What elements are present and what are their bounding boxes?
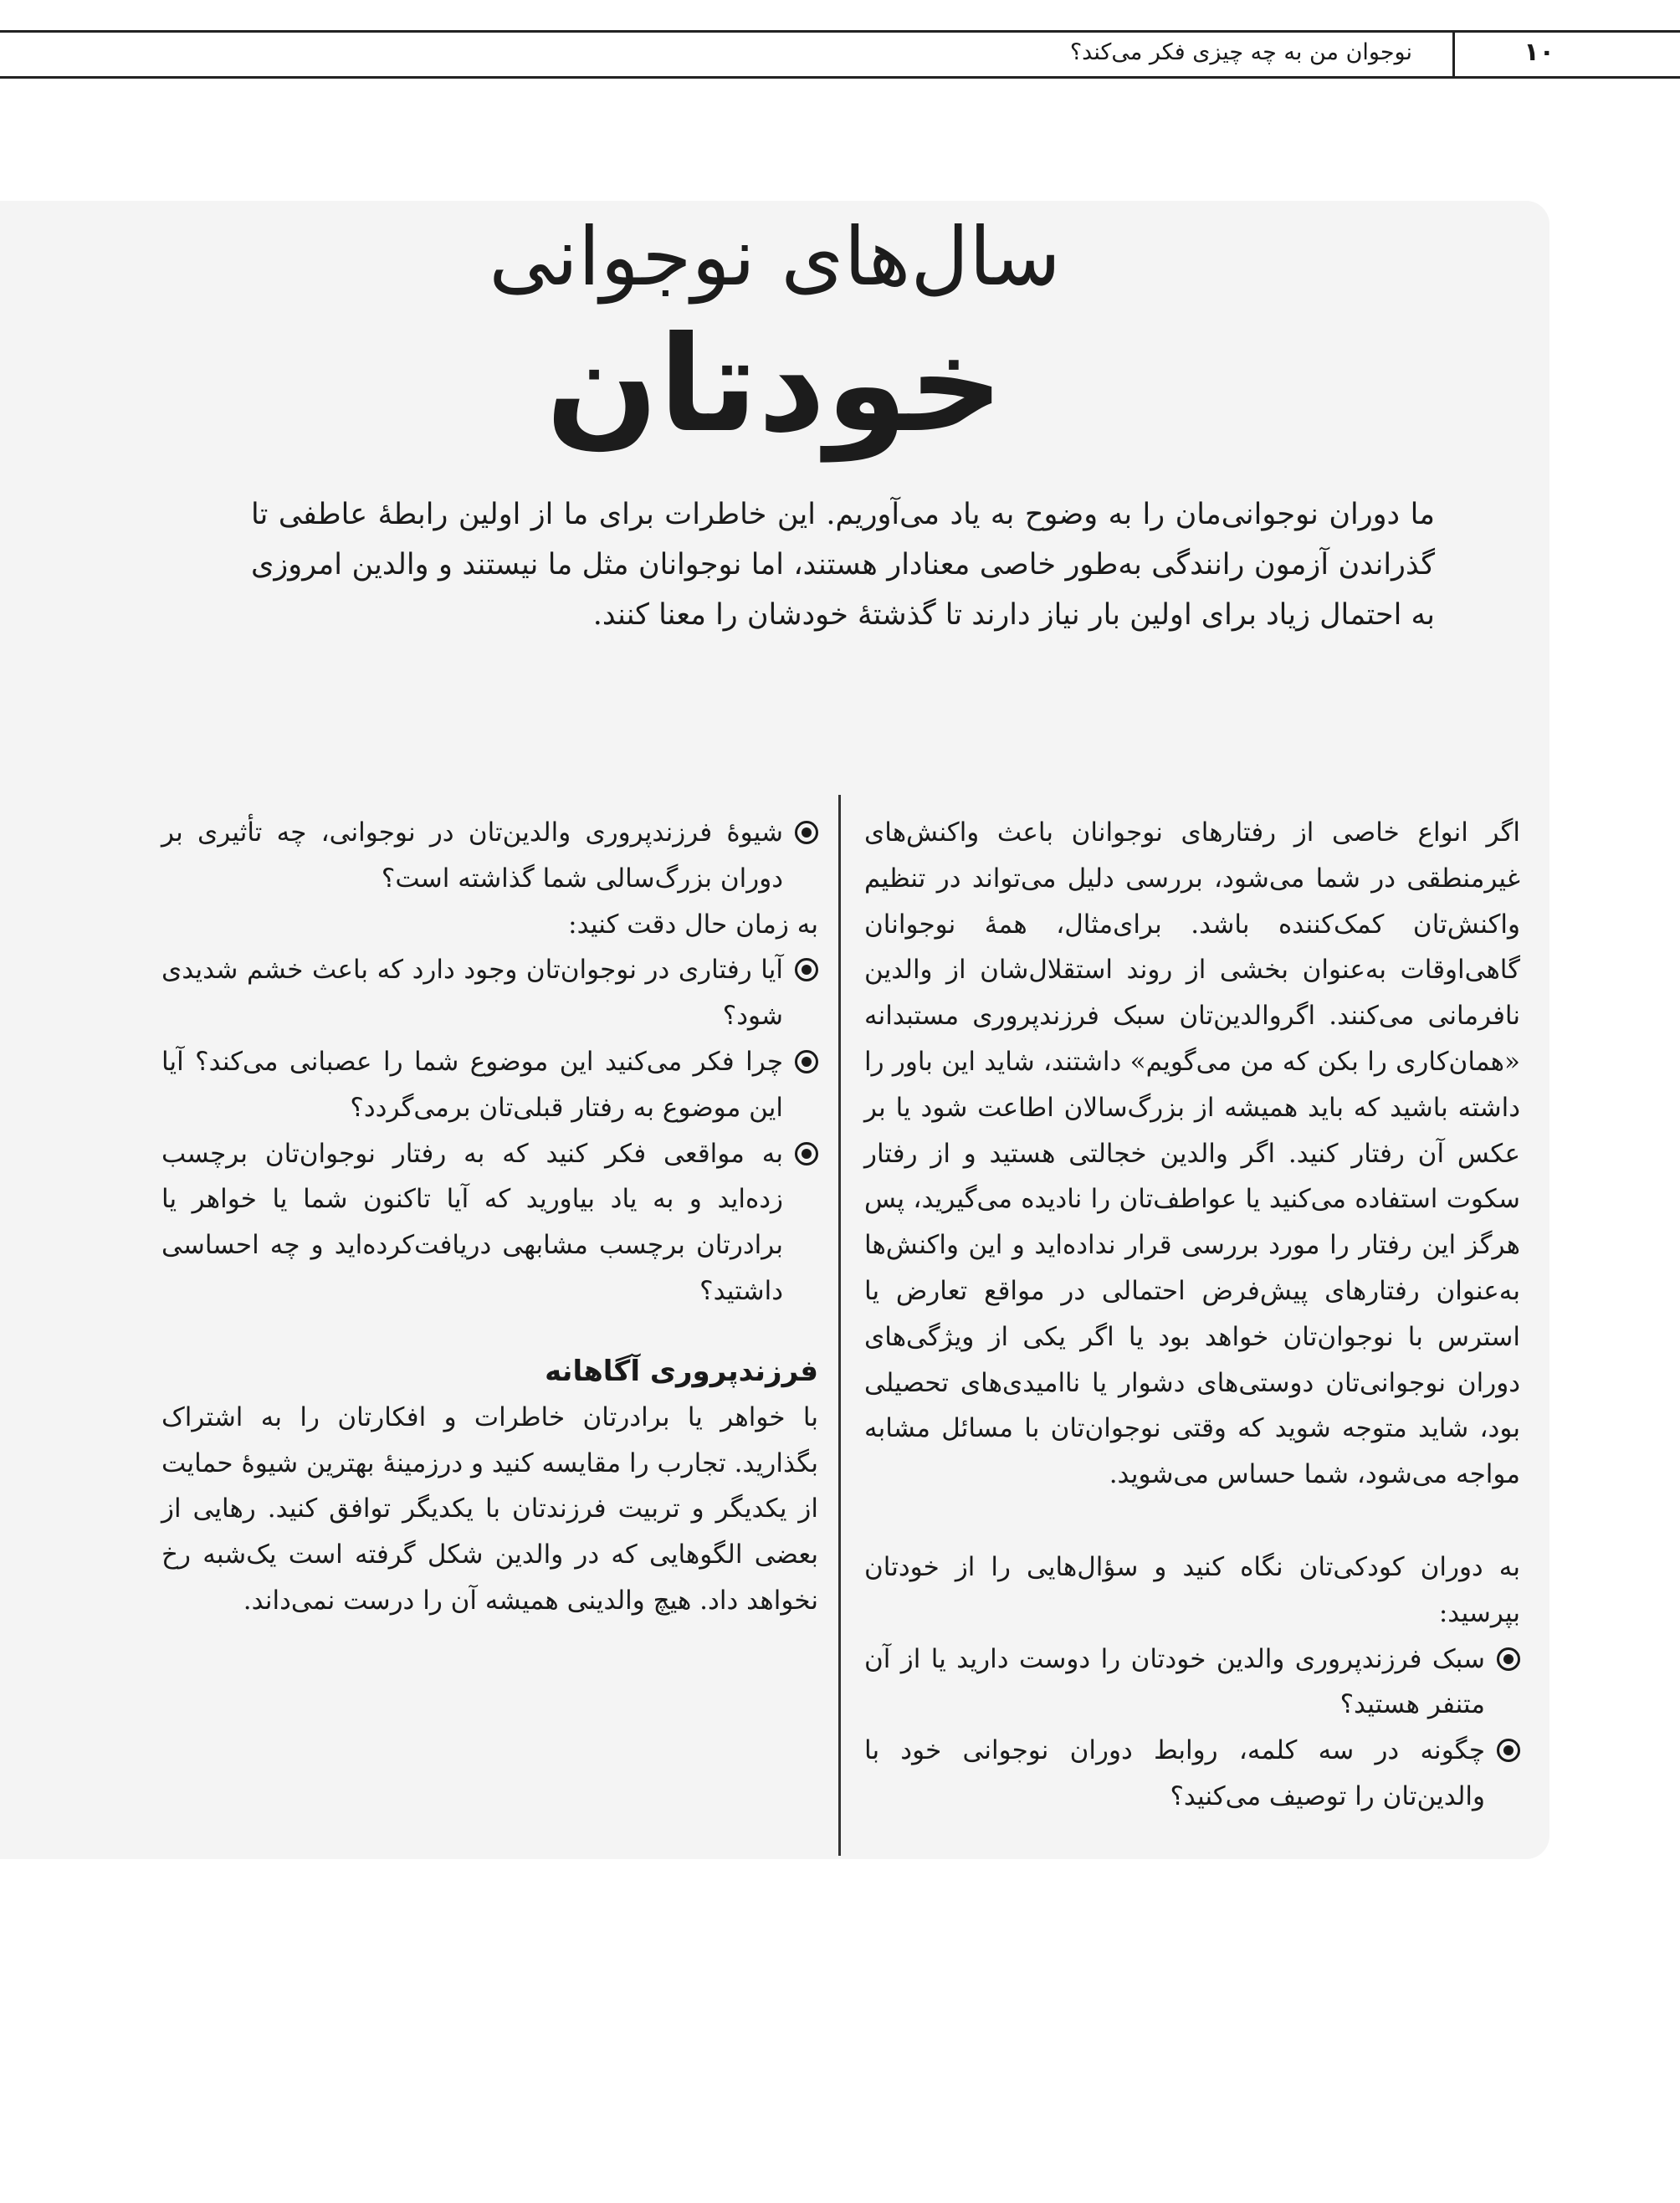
list-item [161,1039,818,1131]
title-line-1: سال‌های نوجوانی [489,210,1061,304]
running-header [0,30,1680,79]
bullet-icon [795,821,818,844]
list-item [161,947,818,1039]
left-bullet-list [161,947,818,1314]
bullet-icon [795,1050,818,1073]
section-spacer [161,1314,818,1348]
present-label: به زمان حال دقت کنید: [568,909,818,940]
list-item-text: چرا فکر می‌کنید این موضوع شما را عصبانی می‌کند؟ آیا این موضوع به رفتار قبلی‌تان برمی‌گردد؟ [161,1046,783,1123]
paragraph-spacer [864,1498,1520,1545]
left-column [161,810,818,1624]
right-paragraph-1: اگر انواع خاصی از رفتارهای نوجوانان باعث واکنش‌های غیرمنطقی در شما می‌شود، بررسی دلیل می‌تواند در تنظیم واکنش‌تان کمک‌کننده باشد. برای‌مثال، همهٔ نوجوانان گاهی‌اوقات به‌عنوان بخشی از روند استقلال‌شان از والدین نافرمانی می‌کنند. اگروالدین‌تان سبک فرزندپروری مستبدانه «همان‌کاری را بکن که من می‌گویم» داشتند، شاید این باور را داشته باشید که باید همیشه از بزرگ‌سالان اطاعت شود یا بر عکس آن رفتار کنید. اگر والدین خجالتی هستید و از رفتار سکوت استفاده می‌کنید یا عواطف‌تان را نادیده می‌گیرید، پس هرگز این رفتار را مورد بررسی قرار نداده‌اید و این واکنش‌ها به‌عنوان رفتارهای پیش‌فرض احتمالی در مواقع تعارض یا استرس با نوجوان‌تان خواهد بود یا اگر یکی از ویژگی‌های دوران نوجوانی‌تان دوستی‌های دشوار یا ناامیدی‌های تحصیلی بود، شاید متوجه شوید که وقتی نوجوان‌تان با مسائل مشابه مواجه می‌شود، شما حساس می‌شوید. [864,817,1520,1490]
intro-paragraph: ما دوران نوجوانی‌مان را به وضوح به یاد می‌آوریم. این خاطرات برای ما از اولین رابطهٔ عاطفی تا گذراندن آزمون رانندگی به‌طور خاصی معنادار هستند، اما نوجوانان مثل ما نیستند و والدین امروزی به احتمال زیاد برای اولین بار نیاز دارند تا گذشتهٔ خودشان را معنا کنند. [251,498,1435,632]
bullet-icon [1497,1739,1520,1762]
left-paragraph: با خواهر یا برادرتان خاطرات و افکارتان را به اشتراک بگذارید. تجارب را مقایسه کنید و درزمینهٔ بهترین شیوهٔ حمایت از یکدیگر و تربیت فرزندتان با یکدیگر توافق کنید. رهایی از بعضی الگوهایی که در والدین شکل گرفته است یک‌شبه رخ نخواهد داد. هیچ والدینی همیشه آن را درست نمی‌داند. [161,1401,818,1616]
header-divider [1452,33,1455,76]
bullet-icon [795,958,818,981]
list-item-text: سبک فرزندپروری والدین خودتان را دوست دارید یا از آن متنفر هستید؟ [864,1643,1485,1720]
list-item [864,1637,1520,1729]
page-number: ۱۰ [1524,38,1555,67]
right-bullet-list [864,1637,1520,1820]
list-item-text: آیا رفتاری در نوجوان‌تان وجود دارد که باعث خشم شدیدی شود؟ [161,955,783,1032]
bullet-icon [1497,1647,1520,1671]
list-item-text: شیوهٔ فرزندپروری والدین‌تان در نوجوانی، چه تأثیری بر دوران بزرگ‌سالی شما گذاشته است؟ [161,817,783,894]
section-heading: فرزندپروری آگاهانه [545,1354,818,1388]
right-column [864,810,1520,1820]
bullet-icon [795,1142,818,1166]
list-item [161,810,818,902]
list-item [161,1131,818,1314]
list-item-text: به مواقعی فکر کنید که به رفتار نوجوان‌تان برچسب زده‌اید و به یاد بیاورید که آیا تاکنون شما یا خواهر یا برادرتان برچسب مشابهی دریافت‌کرده‌اید و چه احساسی داشتید؟ [161,1138,783,1306]
list-item-text: چگونه در سه کلمه، روابط دوران نوجوانی خود با والدین‌تان را توصیف می‌کنید؟ [864,1735,1485,1811]
running-title: نوجوان من به چه چیزی فکر می‌کند؟ [1069,39,1412,65]
right-paragraph-2: به دوران کودکی‌تان نگاه کنید و سؤال‌هایی را از خودتان بپرسید: [864,1551,1520,1628]
list-item [864,1728,1520,1820]
column-divider [838,795,841,1856]
left-top-bullet-list [161,810,818,902]
title-line-2: خودتان [545,308,1004,462]
